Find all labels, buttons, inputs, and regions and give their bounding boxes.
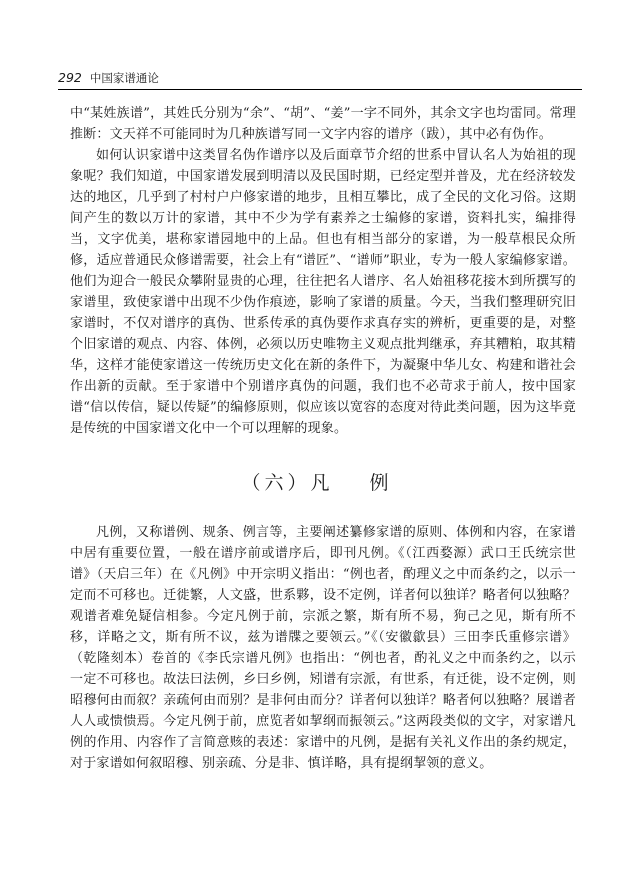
section-title-char: 凡 (310, 472, 334, 494)
header-rule (58, 89, 582, 90)
section-text (70, 522, 576, 774)
running-head (58, 70, 159, 86)
continued-paragraph: 中“某姓族谱”，其姓氏分别为“余”、“胡”、“姜”一字不同外，其余文字也均雷同。常理推断：文天祥不可能同时为几种族谱写同一文字内容的谱序（跋），其中必有伪作。 (70, 106, 576, 142)
body-paragraph: 如何认识家谱中这类冒名伪作谱序以及后面章节介绍的世系中冒认名人为始祖的现象呢？我们知道，中国家谱发展到明清以及民国时期，已经定型并普及，尤在经济较发达的地区，几乎到了村村户户修家谱的地步，且相互攀比，成了全民的文化习俗。这期间产生的数以万计的家谱，其中不少为学有素养之士编修的家谱，资料扎实，编排得当，文字优美，堪称家谱园地中的上品。但也有相当部分的家谱，为一般草根民众所修，适应普通民众修谱需要，社会上有“谱匠”、“谱师”职业，专为一般人家编修家谱。他们为迎合一般民众攀附显贵的心理，往往把名人谱序、名人始祖移花接木到所撰写的家谱里，致使家谱中出现不少伪作痕迹，影响了家谱的质量。今天，当我们整理研究旧家谱时，不仅对谱序的真伪、世系传承的真伪要作求真存实的辨析，更重要的是，对整个旧家谱的观点、内容、体例，必须以历史唯物主义观点批判继承，弃其糟粕，取其精华，这样才能使家谱这一传统历史文化在新的条件下，为凝聚中华儿女、构建和谐社会作出新的贡献。至于家谱中个别谱序真伪的问题，我们也不必苛求于前人，按中国家谱“信以传信，疑以传疑”的编修原则，似应该以宽容的态度对待此类问题，因为这毕竟是传统的中国家谱文化中一个可以理解的现象。 (70, 148, 576, 436)
upper-text (70, 103, 576, 439)
section-paragraph: 凡例，又称谱例、规条、例言等，主要阐述纂修家谱的原则、体例和内容，在家谱中居有重要位置，一般在谱序前或谱序后，即刊凡例。《（江西婺源）武口王氏统宗世谱》（天启三年）在《凡例》中开宗明义指出：“例也者，酌理义之中而条约之，以示一定而不可移也。迁徙繁，人文盛，世系夥，设不定例，详者何以独详？略者何以独略？观谱者难免疑信相参。今定凡例于前，宗派之繁，斯有所不易，狗己之见，斯有所不移，详略之文，斯有所不议，兹为谱牒之要领云。”《（安徽歙县）三田李氏重修宗谱》（乾隆刻本）卷首的《李氏宗谱凡例》也指出：“例也者，酌礼义之中而条约之，以示一定不可移也。故法曰法例，乡曰乡例，矧谱有宗派，有世系，有迁徙，设不定例，则昭穆何由而叙？亲疏何由而别？是非何由而分？详者何以独详？略者何以独略？展谱者人人或愦愦焉。今定凡例于前，庶览者如挈纲而振领云。”这两段类似的文字，对家谱凡例的作用、内容作了言简意赅的表述：家谱中的凡例，是据有关礼义作出的条约规定，对于家谱如何叙昭穆、别亲疏、分是非、慎详略，具有提纲挈领的意义。 (70, 525, 576, 771)
book-title: 中国家谱通论 (89, 71, 159, 85)
section-number: （六） (241, 472, 311, 494)
section-title-char: 例 (369, 472, 393, 494)
page-number: 292 (58, 70, 82, 85)
section-heading (0, 468, 634, 495)
